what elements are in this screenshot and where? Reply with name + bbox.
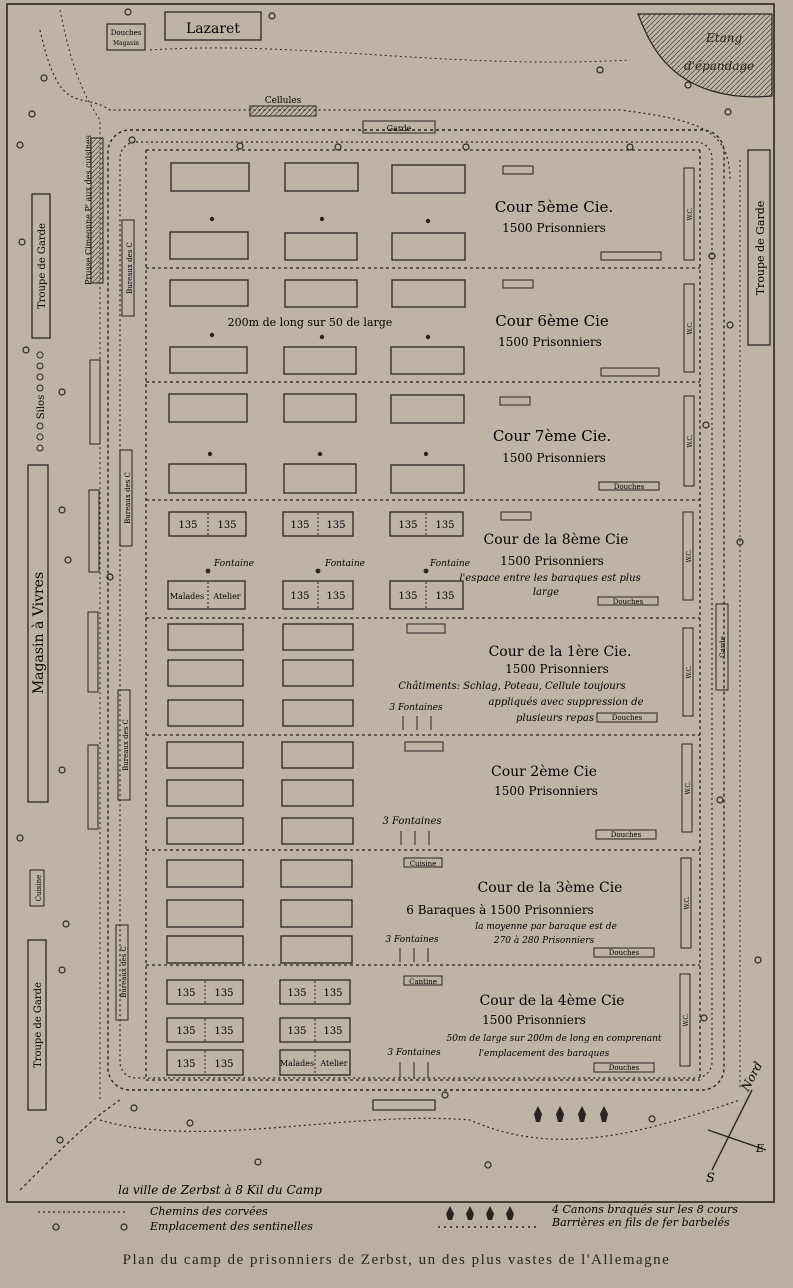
cour-8-capacity: 1500 Prisonniers xyxy=(500,554,604,568)
atelier-label-8: Atelier xyxy=(213,592,241,601)
wc-label-6: W.C. xyxy=(687,321,694,335)
cour-3-capacity: 6 Baraques à 1500 Prisonniers xyxy=(406,903,594,917)
count-g: 135 xyxy=(290,591,310,602)
count-f: 135 xyxy=(435,520,455,531)
legend-barrieres: Barrières en fils de fer barbelés xyxy=(552,1216,730,1229)
cellules-building xyxy=(250,106,316,116)
cour-1-name: Cour de la 1ère Cie. xyxy=(488,644,632,660)
cour-1-note-1: Châtiments: Schlag, Poteau, Cellule toujours xyxy=(398,681,626,692)
wc-label-4: W.C. xyxy=(683,1013,690,1027)
bureaux-label-2: Bureaux des C xyxy=(124,472,132,524)
troupe-garde-e-label: Troupe de Garde xyxy=(754,200,767,296)
compass-north: Nord xyxy=(738,1059,766,1094)
page-title: Plan du camp de prisonniers de Zerbst, un des plus vastes de l'Allemagne xyxy=(122,1252,671,1268)
bureaux-label-1: Bureaux des C xyxy=(126,242,134,294)
cour-6-name: Cour 6ème Cie xyxy=(495,312,609,330)
silos-label: Silos xyxy=(36,394,47,420)
magasin-vivres-label: Magasin à Vivres xyxy=(31,571,47,695)
cuisine-label: Cuisine xyxy=(35,874,43,902)
cour-3-name: Cour de la 3ème Cie xyxy=(477,880,623,896)
legend-canons-swatch xyxy=(446,1206,514,1220)
wc-label-1: W.C. xyxy=(686,665,693,679)
cour-4-capacity: 1500 Prisonniers xyxy=(482,1013,586,1027)
count-l: 135 xyxy=(214,988,234,999)
cour-1-capacity: 1500 Prisonniers xyxy=(505,662,609,676)
compass-south: S xyxy=(706,1171,715,1186)
douches-label-7: Douches xyxy=(613,483,645,491)
cour-2-capacity: 1500 Prisonniers xyxy=(494,784,598,798)
cour-4-note-2: l'emplacement des baraques xyxy=(478,1049,610,1059)
count-s: 135 xyxy=(176,1059,196,1070)
garde-east-label: Garde xyxy=(719,636,727,658)
legend-sentinelles: Emplacement des sentinelles xyxy=(150,1220,313,1233)
count-j: 135 xyxy=(435,591,455,602)
fontaine-label-2: Fontaine xyxy=(325,559,365,569)
wc-label-2: W.C. xyxy=(685,781,692,795)
pond-label-2: d'épandage xyxy=(684,59,755,73)
count-o: 135 xyxy=(176,1026,196,1037)
fontaine-label-3: Fontaine xyxy=(430,559,470,569)
legend xyxy=(38,1203,738,1233)
pond-label-1: Etang xyxy=(706,31,743,45)
count-n: 135 xyxy=(323,988,343,999)
malades-label-4: Malades xyxy=(279,1059,315,1068)
cour-4-note-1: 50m de large sur 200m de long en comprenant xyxy=(446,1034,662,1044)
cour-7-capacity: 1500 Prisonniers xyxy=(502,451,606,465)
cour-5-capacity: 1500 Prisonniers xyxy=(502,221,606,235)
cour-6-note: 200m de long sur 50 de large xyxy=(227,316,393,329)
troupe-garde-sw-label: Troupe de Garde xyxy=(33,982,44,1068)
douches-label-2: Douches xyxy=(610,831,642,839)
cellules-label: Cellules xyxy=(264,96,302,106)
lazaret-label: Lazaret xyxy=(186,21,240,37)
cour-8-name: Cour de la 8ème Cie xyxy=(483,532,629,548)
douches-label-3: Douches xyxy=(608,949,640,957)
cour-6-capacity: 1500 Prisonniers xyxy=(498,335,602,349)
legend-sentinelle-swatch-1 xyxy=(53,1224,59,1230)
cour-5-name: Cour 5ème Cie. xyxy=(494,198,614,216)
zerbst-distance-note: la ville de Zerbst à 8 Kil du Camp xyxy=(118,1183,322,1197)
cour-3-fontaines: 3 Fontaines xyxy=(385,935,439,945)
cour-4-fontaines: 3 Fontaines xyxy=(387,1048,441,1058)
count-m: 135 xyxy=(287,988,307,999)
cour-8-note-1: l'espace entre les baraques est plus xyxy=(459,573,641,584)
cour-3-note-1: la moyenne par baraque est de xyxy=(475,922,617,932)
magasin-label: Magasin xyxy=(112,40,140,47)
wc-label-7: W.C. xyxy=(687,434,694,448)
atelier-label-4: Atelier xyxy=(320,1059,348,1068)
cour-2-name: Cour 2ème Cie xyxy=(491,764,597,780)
cour-1-note-2: appliqués avec suppression de xyxy=(488,697,644,708)
troupe-garde-nw-label: Troupe de Garde xyxy=(37,223,48,309)
douches-label-4: Douches xyxy=(608,1064,640,1072)
cuisines-label: Prusse Cimeonne P' aux des cuisines xyxy=(84,135,93,285)
count-b: 135 xyxy=(217,520,237,531)
count-a: 135 xyxy=(178,520,198,531)
wc-label-3: W.C. xyxy=(684,896,691,910)
count-k: 135 xyxy=(176,988,196,999)
cantine-shed-label: Cantine xyxy=(409,978,437,986)
bureaux-label-4: Bureaux des C xyxy=(120,946,128,998)
cour-4-name: Cour de la 4ème Cie xyxy=(479,993,625,1009)
count-q: 135 xyxy=(287,1026,307,1037)
legend-chemins: Chemins des corvées xyxy=(150,1205,268,1218)
fontaine-label-1: Fontaine xyxy=(214,559,254,569)
douches-label: Douches xyxy=(110,29,142,37)
cour-8-note-2: large xyxy=(532,587,560,598)
legend-sentinelle-swatch-2 xyxy=(121,1224,127,1230)
count-h: 135 xyxy=(326,591,346,602)
bureaux-label-3: Bureaux des C xyxy=(122,719,130,771)
cuisine-shed-label: Cuisine xyxy=(409,860,437,868)
douches-label-1: Douches xyxy=(611,714,643,722)
count-t: 135 xyxy=(214,1059,234,1070)
compass-east: E xyxy=(756,1142,765,1155)
legend-canons: 4 Canons braqués sur les 8 cours xyxy=(552,1203,738,1216)
wc-label-8: W.C. xyxy=(686,549,693,563)
garde-label: Garde xyxy=(386,124,412,133)
cour-3-note-2: 270 à 280 Prisonniers xyxy=(493,936,595,946)
cour-7-name: Cour 7ème Cie. xyxy=(492,427,612,445)
cour-1-note-3: plusieurs repas xyxy=(515,713,595,724)
count-p: 135 xyxy=(214,1026,234,1037)
douches-label-8: Douches xyxy=(612,598,644,606)
count-c: 135 xyxy=(290,520,310,531)
count-r: 135 xyxy=(323,1026,343,1037)
wc-label-5: W.C. xyxy=(687,207,694,221)
cour-1-fontaines: 3 Fontaines xyxy=(389,703,443,713)
count-d: 135 xyxy=(326,520,346,531)
count-e: 135 xyxy=(398,520,418,531)
count-i: 135 xyxy=(398,591,418,602)
cour-2-fontaines: 3 Fontaines xyxy=(382,816,442,827)
malades-label-8: Malades xyxy=(169,592,205,601)
